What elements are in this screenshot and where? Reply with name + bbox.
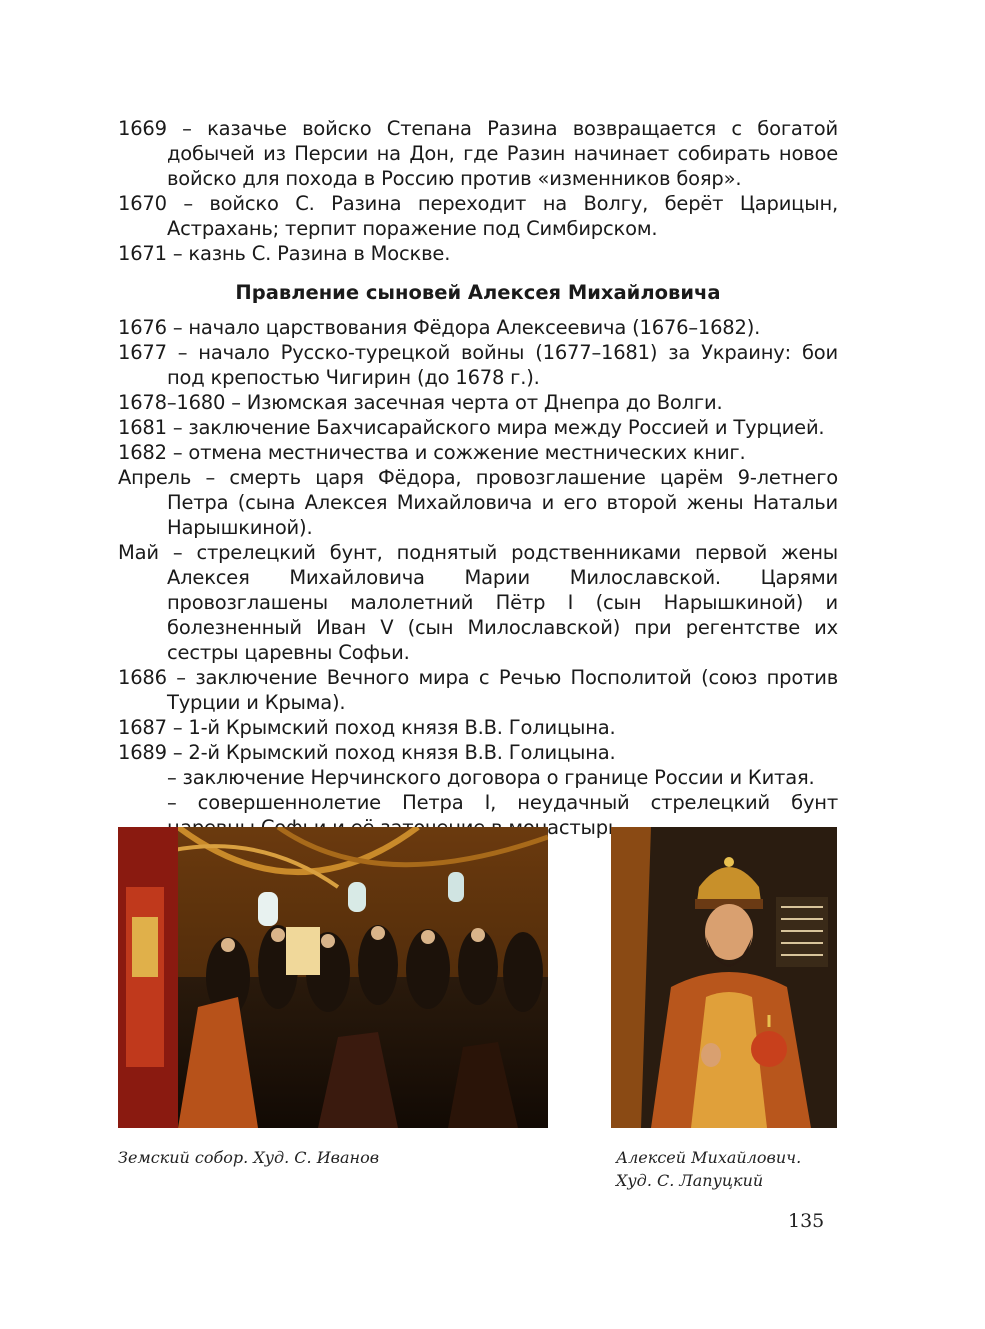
chronology-sub-entry: – заключение Нерчинского договора о границе России и Китая.: [167, 766, 815, 789]
chronology-entry: Апрель – смерть царя Фёдора, провозглашение царём 9-летнего Петра (сына Алексея Михайловича и его второй жены Натальи Нарышкиной).: [118, 466, 838, 539]
chronology-entry: 1682 – отмена местничества и сожжение местнических книг.: [118, 441, 746, 464]
chronology-entry: 1687 – 1-й Крымский поход князя В.В. Голицына.: [118, 716, 616, 739]
painting-illustration: [118, 827, 548, 1128]
section-heading: Правление сыновей Алексея Михайловича: [235, 281, 721, 304]
chronology-entry: 1670 – войско С. Разина переходит на Волгу, берёт Царицын, Астрахань; терпит поражение под Симбирском.: [118, 192, 838, 240]
chronology-sub-entry: – совершеннолетие Петра I, неудачный стрелецкий бунт монастырь.: [167, 791, 838, 839]
right-caption-line1: Алексей Михайлович.: [616, 1148, 802, 1167]
chronology-entry: 1689 – 2-й Крымский поход князя В.В. Голицына.: [118, 741, 616, 764]
chronology-entry: 1671 – казнь С. Разина в Москве.: [118, 242, 451, 265]
left-caption-text: Земский собор. Худ. С. Иванов: [118, 1148, 380, 1167]
alexei-mikhailovich-portrait: [611, 827, 837, 1128]
chronology-entry: Май – стрелецкий бунт, поднятый родственниками первой жены Алексея Михайловича Марии Милославской. Царями провозглашены малолетний Пётр I (сын Нарышкиной) и болезненный Иван V (сын Милославской) при регентстве их сестры царевны Софьи.: [118, 541, 838, 664]
left-figure-caption: [118, 1146, 379, 1169]
page-body: [118, 116, 838, 840]
right-caption-line2: Худ. С. Лапуцкий: [616, 1171, 764, 1190]
chronology-entry: 1676 – начало царствования Фёдора Алексеевича (1676–1682).: [118, 316, 761, 339]
zemsky-sobor-painting: [118, 827, 548, 1128]
right-figure-caption: [616, 1146, 801, 1192]
chronology-entry: 1669 – казачье войско Степана Разина возвращается с богатой добычей из Персии на Дон, где Разин начинает собирать новое войско для похода в Россию против «изменников бояр».: [118, 117, 838, 190]
page-number: 135: [788, 1210, 825, 1232]
chronology-entry: 1678–1680 – Изюмская засечная черта от Днепра до Волги.: [118, 391, 723, 414]
chronology-entry: 1677 – начало Русско-турецкой войны (1677–1681) за Украину: бои под крепостью Чигирин (до 1678 г.).: [118, 341, 838, 389]
portrait-illustration: [611, 827, 837, 1128]
chronology-entry: 1686 – заключение Вечного мира с Речью Посполитой (союз против Турции и Крыма).: [118, 666, 838, 714]
chronology-entry: 1681 – заключение Бахчисарайского мира между Россией и Турцией.: [118, 416, 825, 439]
